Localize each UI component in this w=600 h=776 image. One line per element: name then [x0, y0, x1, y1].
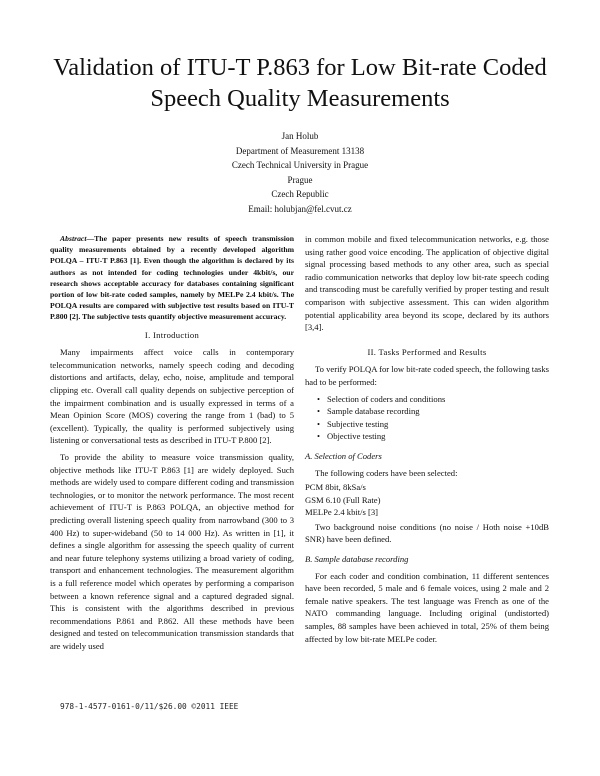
- author-name: Jan Holub: [281, 131, 319, 141]
- coders-intro: The following coders have been selected:: [315, 467, 458, 478]
- author-block: [150, 129, 450, 217]
- right-column: [305, 233, 549, 645]
- author-country: Czech Republic: [271, 189, 329, 200]
- copyright-footer: 978-1-4577-0161-0/11/$26.00 ©2011 IEEE: [60, 702, 239, 711]
- intro-paragraph-2-continued: in common mobile and fixed telecommunication networks, e.g. those using rather good voice encoding. The application of objective digital signal processing based methods to any other area, such as special radio communication networks that deploy low bit-rate speech coding and transcoding must be carefully verified by proper testing and result comparison with subjective assessment. This can widen algorithm potential applicability area beyond its scope, declared by its authors [3,4].: [305, 234, 549, 333]
- intro-paragraph-2: To provide the ability to measure voice transmission quality, objective methods like ITU-T P.863 [1] are widely deployed. Such methods are widely used to compare different coding and transmission technologies, or to monitor the network performance. The most recent achievement of ITU-T is P.863 POLQA, an objective method for predicting overall listening speech quality from narrowband (300 to 3 400 Hz) to super-wideband (50 to 14 000 Hz). As written in [1], it defines a single algorithm for assessing the speech quality of current and near future telephony systems utilizing a broad variety of coding, transport and enhancement technologies. The measurement algorithm is a full reference model which operates by performing a comparison between a known reference signal and a captured degraded signal. This is consistent with the algorithms described in previous recommendations P.861 and P.862. All these methods have been designed and tested on telecommunication transmission standards that are widely used: [50, 451, 294, 651]
- abstract-label: Abstract: [60, 234, 87, 243]
- section-1-heading: I. Introduction: [144, 329, 200, 340]
- tasks-intro: To verify POLQA for low bit-rate coded speech, the following tasks had to be performed:: [305, 364, 549, 387]
- author-university: Czech Technical University in Prague: [231, 160, 369, 171]
- task-item: • Objective testing: [317, 430, 549, 443]
- coders-list: [305, 481, 549, 519]
- author-department: Department of Measurement 13138: [235, 145, 365, 156]
- abstract: [50, 233, 294, 323]
- task-item: • Sample database recording: [317, 405, 549, 418]
- task-item: • Subjective testing: [317, 418, 549, 431]
- subsection-a-heading: A. Selection of Coders: [305, 450, 382, 461]
- left-column: [50, 233, 294, 652]
- coder-item: PCM 8bit, 8kSa/s: [305, 482, 366, 493]
- subsection-b-heading: B. Sample database recording: [305, 554, 409, 565]
- author-city: Prague: [287, 174, 313, 185]
- section-2-heading: II. Tasks Performed and Results: [367, 346, 487, 357]
- database-paragraph: For each coder and condition combination, 11 different sentences have been recorded, 5 male and 6 female voices, using 2 male and 2 female native speakers. The test language was French as one of the NATO commanding language. Including original (undistorted) samples, 88 samples have been achieved in total, 25% of them being affected by low bit-rate MELPe coder.: [305, 570, 549, 644]
- noise-conditions: Two background noise conditions (no noise / Hoth noise +10dB SNR) have been defined.: [305, 521, 549, 545]
- tasks-list: [305, 393, 549, 443]
- author-email: Email: holubjan@fel.cvut.cz: [248, 203, 352, 214]
- paper-title: Validation of ITU-T P.863 for Low Bit-rate Coded Speech Quality Measurements: [53, 54, 547, 112]
- coder-item: MELPe 2.4 kbit/s [3]: [305, 507, 379, 518]
- intro-paragraph-1: Many impairments affect voice calls in contemporary telecommunication networks, namely speech coding and decoding distortions and artifacts, delay, echo, noise, amplitude and temporal clipping etc. Overall call quality depends on subjective perception of the impairment combination and is usually expressed in terms of a Mean Opinion Score (MOS) covering the range from 1 (bad) to 5 (excellent). Typically, the quality is performed subjectively using listening or conversational tests as described in ITU-T P.800 [2].: [50, 347, 294, 446]
- coder-item: GSM 6.10 (Full Rate): [305, 494, 381, 505]
- task-item: • Selection of coders and conditions: [317, 393, 549, 406]
- abstract-text: —The paper presents new results of speech transmission quality measurements obtained by a recently developed algorithm POLQA – ITU-T P.863 [1]. Even though the algorithm is declared by its authors as not intended for coding technologies under 4kbit/s, our research shows acceptable accuracy for databases containing significant portion of low bit-rate coded samples, namely by MELPe 2.4 kbit/s. The POLQA results are compared with subjective test results based on ITU-T P.800 [2]. The subjective tests quantify objective measurement accuracy.: [50, 234, 294, 322]
